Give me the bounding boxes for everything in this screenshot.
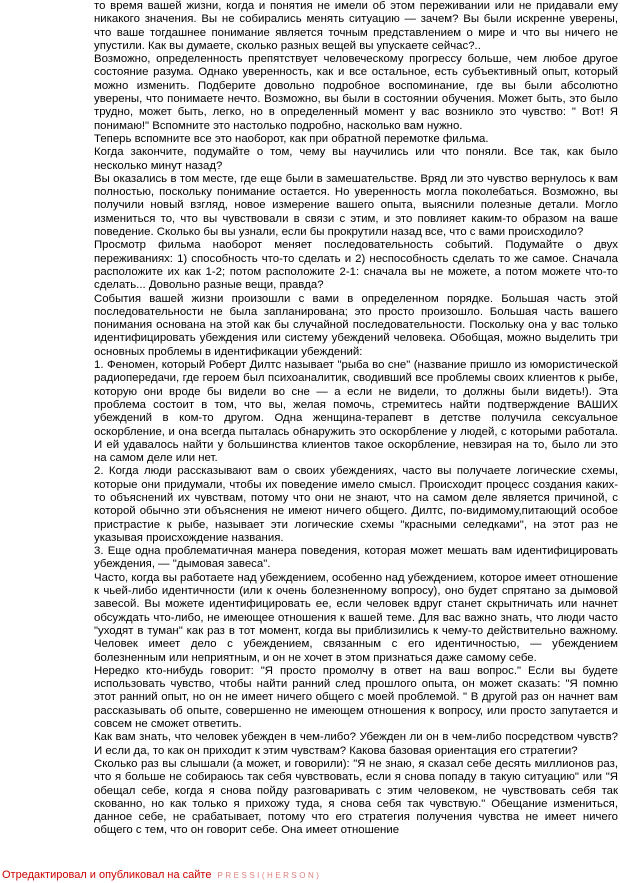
paragraph: Сколько раз вы слышали (а может, и говорили): "Я не знаю, я сказал себе десять миллионов раз, что я больше не собираюсь так себя чувствовать, если я снова попаду в такую ситуацию" или "Я обещал себе, когда я снова пойду разговаривать с этим человеком, не чувствовать себя так скованно, но как только я прихожу туда, я снова себя так чувствую." Обещание измениться, данное себе, не срабатывает, потому что его стратегия получения чувства не имеет ничего общего с тем, что он говорит себе. Она имеет отношение bbox=[94, 757, 618, 837]
publisher-footer bbox=[2, 868, 618, 882]
paragraph: Часто, когда вы работаете над убеждением, особенно над убеждением, которое имеет отношение к чьей-либо идентичности (или к очень болезненному вопросу), оно будет спрятано за дымовой завесой. Вы можете идентифицировать ее, если человек вдруг станет скрытничать или начнет обсуждать что-либо, не имеющее отношения к вашей теме. Для вас важно знать, что люди часто "уходят в туман" как раз в тот момент, когда вы приблизились к чему-то действительно важному. Человек имеет дело с убеждением, связанным с его идентичностью, — убеждением болезненным или неприятным, и он не хочет в этом признаться даже самому себе. bbox=[94, 571, 618, 664]
paragraph: Когда закончите, подумайте о том, чему вы научились или что поняли. Все так, как было несколько минут назад? bbox=[94, 146, 618, 172]
footer-label: Отредактировал и опубликовал на сайте bbox=[2, 869, 212, 881]
paragraph: 2. Когда люди рассказывают вам о своих убеждениях, часто вы получаете логические схемы, которые они придумали, чтобы их поведение имело смысл. Происходит процесс создания каких-то объяснений их чувствам, потому что они не знают, что на самом деле является причиной, с которой обычно эти объяснения не имеют ничего общего. Дилтс, по-видимому,питающий особое пристрастие к рыбе, называет эти логические схемы "красными селедками", на этот раз не указывая происхождение названия. bbox=[94, 465, 618, 544]
paragraph: Как вам знать, что человек убежден в чем-либо? Убежден ли он в чем-либо посредством чувств? И если да, то как он приходит к этим чувствам? Какова базовая ориентация его стратегии? bbox=[94, 731, 618, 757]
paragraph: Просмотр фильма наоборот меняет последовательность событий. Подумайте о двух переживаниях: 1) способность что-то сделать и 2) неспособность сделать то же самое. Сначала расположите их как 1-2; потом расположите 2-1: сначала вы не можете, а потом можете что-то сделать... Довольно разные вещи, правда? bbox=[94, 239, 618, 292]
paragraph: Нередко кто-нибудь говорит: "Я просто промолчу в ответ на ваш вопрос." Если вы будете использовать чувство, чтобы найти ранний след прошлого опыта, он может сказать: "Я помню этот ранний опыт, но он не имеет ничего общего с моей проблемой. " В другой раз он начнет вам рассказывать об опыте, совершенно не имеющем отношения к вопросу, или просто запутается и совсем не сможет ответить. bbox=[94, 664, 618, 731]
paragraph: События вашей жизни произошли с вами в определенном порядке. Большая часть этой последовательности не была запланирована; это просто произошло. Большая часть вашего понимания основана на этой как бы случайной последовательности. Поскольку она у вас только идентифицировать убеждения или систему убеждений человека. Обобщая, можно выделить три основных проблемы в идентификации убеждений: bbox=[94, 292, 618, 358]
paragraph: Вы оказались в том месте, где еще были в замешательстве. Вряд ли это чувство вернулось к вам полностью, поскольку понимание остается. Но уверенность могла поколебаться. Возможно, вы получили новый взгляд, новое измерение вашего опыта, выяснили полезные детали. Могло измениться то, что вы чувствовали в связи с этим, и это повлияет каким-то образом на ваше поведение. Сколько бы вы узнали, если бы прокрутили назад все, что с вами происходило? bbox=[94, 172, 618, 239]
footer-site-logo: PRESSI(HERSON) bbox=[217, 871, 322, 880]
paragraph: 1. Феномен, который Роберт Дилтс называет "рыба во сне" (название пришло из юмористической радиопередачи, где героем был психоаналитик, сводивший все проблемы своих клиентов к рыбе, которую они вроде бы видели во сне — а если не видели, то должны были видеть!). Эта проблема состоит в том, что вы, желая помочь, стремитесь найти подтверждение ВАШИХ убеждений в ком-то другом. Одна женщина-терапевт в детстве получила сексуальное оскорбление, и она всегда пыталась обнаружить это оскорбление у людей, с которыми работала. И ей удавалось найти у большинства клиентов такое оскорбление, невзирая на то, было ли это на самом деле или нет. bbox=[94, 359, 618, 465]
document-body bbox=[94, 0, 618, 838]
paragraph: Теперь вспомните все это наоборот, как при обратной перемотке фильма. bbox=[94, 132, 489, 145]
paragraph: 3. Еще одна проблематичная манера поведения, которая может мешать вам идентифицировать убеждения, — "дымовая завеса". bbox=[94, 545, 618, 571]
paragraph: то время вашей жизни, когда и понятия не имели об этом переживании или не придавали ему никакого значения. Вы не собирались менять ситуацию — зачем? Вы были искренне уверены, что ваше тогдашнее понимание является точным представлением о мире и что вы ничего не упустили. Как вы думаете, сколько разных вещей вы упускаете сейчас?.. bbox=[94, 0, 618, 52]
paragraph: Возможно, определенность препятствует человеческому прогрессу больше, чем любое другое состояние разума. Однако уверенность, как и все остальное, есть субъективный опыт, который можно изменить. Подберите довольно подробное воспоминание, где вы были абсолютно уверены, что понимаете нечто. Возможно, вы были в состоянии обучения. Может быть, это было трудно, может быть, легко, но в определенный момент у вас возникло это чувство: " Вот! Я понимаю!" Вспомните это настолько подробно, насколько вам нужно. bbox=[94, 53, 618, 132]
